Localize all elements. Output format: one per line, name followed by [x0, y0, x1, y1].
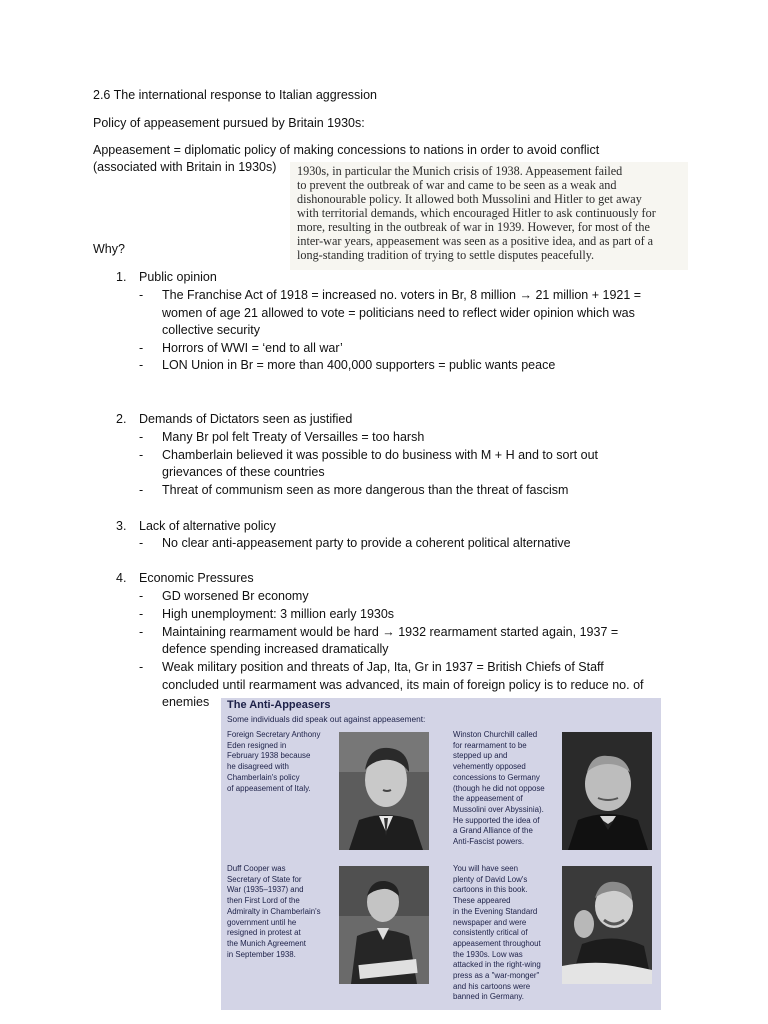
section-title: Demands of Dictators seen as justified: [139, 412, 353, 426]
section-number: 4.: [116, 571, 127, 585]
bullet-dash: -: [139, 607, 144, 621]
bullet-dash: -: [139, 358, 144, 372]
bullet-line: Horrors of WWI = ‘end to all war’: [162, 341, 343, 355]
definition-line-2: (associated with Britain in 1930s): [93, 160, 277, 174]
section-title: Lack of alternative policy: [139, 519, 276, 533]
bullet-line: No clear anti-appeasement party to provide a coherent political alternative: [162, 536, 571, 550]
churchill-caption: Winston Churchill called for rearmament to be stepped up and vehemently opposed concessions to Germany (though he did not oppose the appeasement of Mussolini over Abyssinia). He supported the idea of a Grand Alliance of the Anti-Fascist powers.: [453, 730, 545, 847]
bullet-line: Threat of communism seen as more dangerous than the threat of fascism: [162, 483, 569, 497]
bullet-line: GD worsened Br economy: [162, 589, 309, 603]
bullet-line: Weak military position and threats of Jap, Ita, Gr in 1937 = British Chiefs of Staff: [162, 660, 604, 674]
section-title: Economic Pressures: [139, 571, 254, 585]
bullet-line: LON Union in Br = more than 400,000 supporters = public wants peace: [162, 358, 556, 372]
bullet-line: Many Br pol felt Treaty of Versailles = too harsh: [162, 430, 425, 444]
document-heading: 2.6 The international response to Italian aggression: [93, 88, 377, 102]
bullet-line: grievances of these countries: [162, 465, 325, 479]
section-title: Public opinion: [139, 270, 217, 284]
eden-photo: [339, 732, 429, 850]
cooper-caption: Duff Cooper was Secretary of State for War (1935–1937) and then First Lord of the Admiralty in Chamberlain's government until he resigned in protest at the Munich Agreement in September 1938.: [227, 864, 321, 959]
bullet-dash: -: [139, 341, 144, 355]
excerpt-line: 1930s, in particular the Munich crisis of 1938. Appeasement failed: [297, 164, 623, 178]
anti-appeasers-panel: [221, 698, 661, 1010]
anti-appeasers-title: The Anti-Appeasers: [227, 699, 331, 711]
bullet-line: High unemployment: 3 million early 1930s: [162, 607, 395, 621]
bullet-line: defence spending increased dramatically: [162, 642, 389, 656]
excerpt-line: inter-war years, appeasement was seen as a positive idea, and as part of a: [297, 234, 654, 248]
bullet-dash: -: [139, 483, 144, 497]
bullet-dash: -: [139, 589, 144, 603]
bullet-line: concluded until rearmament was advanced, its main of foreign policy is to reduce no. of: [162, 678, 644, 692]
policy-line: Policy of appeasement pursued by Britain 1930s:: [93, 116, 365, 130]
bullet-dash: -: [139, 288, 144, 302]
bullet-dash: -: [139, 660, 144, 674]
bullet-line: women of age 21 allowed to vote = politicians need to reflect wider opinion which was: [162, 306, 635, 320]
bullet-dash: -: [139, 536, 144, 550]
book-excerpt-image: [290, 162, 688, 270]
section-number: 1.: [116, 270, 127, 284]
cooper-photo: [339, 866, 429, 984]
bullet-line: Chamberlain believed it was possible to do business with M + H and to sort out: [162, 448, 598, 462]
low-photo: [562, 866, 652, 984]
eden-caption: Foreign Secretary Anthony Eden resigned in February 1938 because he disagreed with Chamberlain's policy of appeasement of Italy.: [227, 730, 321, 793]
low-caption: You will have seen plenty of David Low's cartoons in this book. These appeared in the Evening Standard newspaper and were consistently critical of appeasement throughout the 1930s. Low was attacked in the right-wing press as a "war-monger" and his cartoons were banned in Germany.: [453, 864, 541, 1002]
section-number: 2.: [116, 412, 127, 426]
excerpt-line: with territorial demands, which encouraged Hitler to ask continuously for: [297, 206, 656, 220]
excerpt-line: dishonourable policy. It allowed both Mussolini and Hitler to get away: [297, 192, 642, 206]
bullet-dash: -: [139, 625, 144, 639]
churchill-photo: [562, 732, 652, 850]
bullet-dash: -: [139, 430, 144, 444]
bullet-line: Maintaining rearmament would be hard → 1932 rearmament started again, 1937 =: [162, 625, 619, 639]
bullet-line: collective security: [162, 323, 260, 337]
anti-appeasers-subtitle: Some individuals did speak out against appeasement:: [227, 714, 426, 724]
why-label: Why?: [93, 242, 125, 256]
bullet-dash: -: [139, 448, 144, 462]
section-number: 3.: [116, 519, 127, 533]
excerpt-line: more, resulting in the outbreak of war in 1939. However, for most of the: [297, 220, 650, 234]
excerpt-line: to prevent the outbreak of war and came to be seen as a weak and: [297, 178, 617, 192]
bullet-line: enemies: [162, 695, 210, 709]
excerpt-line: long-standing tradition of trying to settle disputes peacefully.: [297, 248, 595, 262]
bullet-line: The Franchise Act of 1918 = increased no. voters in Br, 8 million → 21 million + 1921 =: [162, 288, 642, 302]
definition-line-1: Appeasement = diplomatic policy of making concessions to nations in order to avoid conflict: [93, 143, 600, 157]
